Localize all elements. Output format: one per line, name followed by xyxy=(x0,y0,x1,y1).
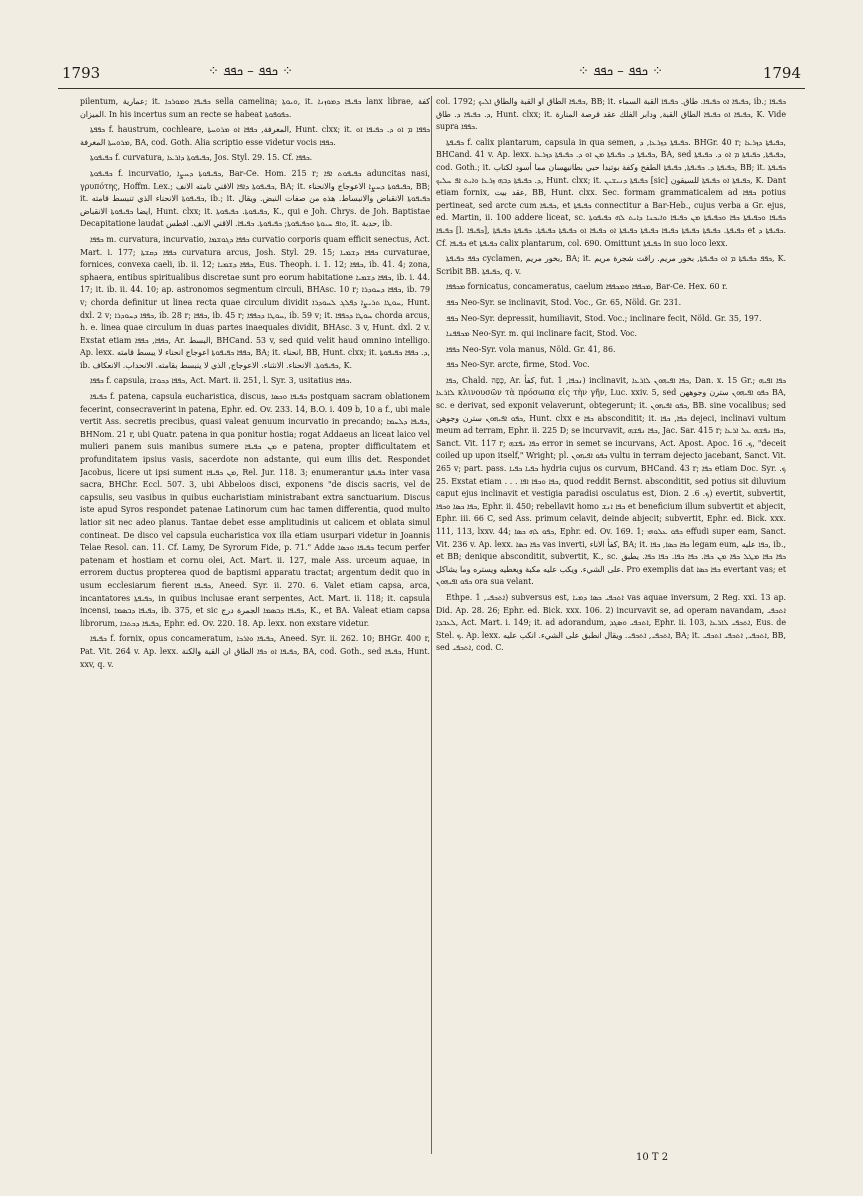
left-page-number: 1793 xyxy=(62,64,101,82)
right-page-number: 1794 xyxy=(762,64,801,82)
entry-paragraph: ܟܦܝܦܘܬܐ f. curvatura, ܟܦܝܦܘܬܐ ܕܐܪܥܐ, Jos. Styl. 29. 15. Cf. ܟܦܦܐ. xyxy=(90,153,313,163)
entry-paragraph: ܡܟܦܦܐ fornicatus, concameratus, caelum ܡܟܦܦܐ ܘܡܟܦܦܐ, Bar-Ce. Hex. 60 r. xyxy=(446,282,728,292)
entry-paragraph: ܟܦܦ Neo-Syr. arcte, firme, Stod. Voc. xyxy=(446,360,590,370)
entry-paragraph: ܟܦܦܐ Neo-Syr. vola manus, Nöld. Gr. 41, 86. xyxy=(446,344,616,354)
page-header xyxy=(58,64,805,90)
column-divider xyxy=(431,96,432,1154)
entry-paragraph: col. 1792; ܟܦܝܦܐ الطاق او القبة والطاق ܐܠܝܟ, BB; it. ܟܦܝܦܐ ܐܘ ܟܦܝܦܐ. طاق. ܟܦܝܦܐ القبة السماء, ib.; ܟܦܝܦܐ ܕ. ܟܦܝܦܐ ܕ. طاق, Hunt. clxx; it. ܟܦܝܦܐ ܐܘ ܟܦܝܦܐ الطاق القبة, ودابر الفلك عقد قرصة المنارة, K. Vide supra ܟܦܦܐ. xyxy=(436,97,786,132)
entry-paragraph: ܟܦܦ Neo-Syr. depressit, humiliavit, Stod. Voc.; inclinare fecit, Nöld. Gr. 35, 197. xyxy=(446,313,762,323)
entry-paragraph: ܟܦܝܦܐ f. fornix, opus concameratum, ܟܦܝܦܐ ܘܐܪܟܐ, Aneed. Syr. ii. 262. 10; BHGr. 400 r, Pat. Vit. 264 v. Ap. lexx. ܟܦܝܦܐ ܐܘ ܟܦܐ الطاق ان القبة والكنة, BA, cod. Goth., sed ܟܦܝܦܐ, Hunt. xxv, q. v. xyxy=(80,634,430,669)
left-column xyxy=(80,96,430,1156)
entry-paragraph: pilentum, عمارية; it. ܟܦܝܦܐ ܘܡܘܪܟܐ sella camelina; ܘܝܘܬܐ, it. ܟܦܝܦܐ ܕܡܘܙܢܐ lanx librae, كفة الميزان. In his incertus sum an recte se habeat ܟܦܘܦܘܬܐ. xyxy=(80,97,430,119)
left-running-head: ⁘ ܟܦܦ – ܟܦܦ ⁘ xyxy=(208,64,294,79)
right-running-head: ⁘ ܟܦܦ – ܟܦܦ ⁘ xyxy=(578,64,664,79)
signature-mark: 10 T 2 xyxy=(636,1152,669,1163)
entry-paragraph: ܟܦܦ Neo-Syr. se inclinavit, Stod. Voc., Gr. 65, Nöld. Gr. 231. xyxy=(446,297,682,307)
entry-paragraph: ܟܦܦܬܐ f. haustrum, cochleare, المغرفة, ܟܦܦܐ ܐܘ ܡܪܘܚܬܐ, Hunt. clxx; it. ܟܦܦܐ ܡ ܐܘ ܕ. ܟܦܝܦܐ ܐܘ ܡܪܘܚܬܐ المغرفة, BA, cod. Goth. Alia scriptio esse videtur vocis ܟܦܦܐ. xyxy=(80,125,430,147)
entry-paragraph: ܟܦܝܦܬܐ f. calix plantarum, capsula in qua semen, ܟܦܝܦܬܐ ܕܙܪܥܐ, ܕ. BHGr. 40 r; ܟܦܝܦܬܐ ܕܙܪܥܐ, BHCand. 41 v. Ap. lexx. ܟܦܝܦܬܐ ܕ. ܟܦܝܦܬܐ ܡܢ ܐܘ ܕ. ܟܦܝܦܬܐ ܕܙܪܥܐ, BA, sed ܟܦܝܦܬܐ, ܟܦܝܦܬܐ ܡ ܐܘ ܕ. ܟܦܝܦܬܐ, cod. Goth.; it. ܟܦܝܦܬܐ ܕ. ܟܦܝܦܬܐ, ܟܦܝܦܬܐ الطفح وكفة بوتبدا حبي بطانيهسان مما أسود لكتاب, BB; it. ܟܦܝܦܬܐ ܕ. ܟܦܝܦܬܐ ܕܒܗ ܙܪܥܐ ܘܐܝܬ ܐܦ ܚܠܝܟ, Hunt. clxx; it. ܟܦܝܦܬܐ ܕܢܝܫܝܢ [sic] ܟܦܝܦܬܐ ܐܘ ܟܦܝܦܬܐ للسيقون, K. Dant etiam fornix, عقد بيت, BB, Hunt. clxx. Sec. formam grammaticalem ad ܟܦܦܐ potius pertineat, sed arcte cum ܟܦܝܦܐ, et ܟܦܝܦܬܐ connectitur a Bar-Heb., cujus verba a Gr. ejus, ed. Martin, ii. 100 addere liceat, sc. ܟܦܝܦܐ ܘܟܦܝܦܬܐ ܟܦܐ ܘܟܦܝܦܬܐ ܡܢ ܟܦܝܦܐ ܘܐܝܟܢܐ ܕܐܝܬ ܠܗ ܟܦܝܦܘܬܐ ܟܦܝܦܐ [l. ܟܦܝܦܐ], ܟܦܝܦܬܐ. ܟܦܝܦܬܐ ܟܦܝܦܬܐ ܟܦܝܦܐ ܟܦܝܦܬܐ ܟܦܝܦܬܐ ܐܘ ܟܦܝܦܐ ܐܘ ܟܦܝܦܬܐ ܟܦܝܦܬܐ. ܟܦܝܦܬܐ ܟܦܝܦܬܐ et ܟܦܝܦܬܐ ܕ. Cf. ܟܦܝܦܐ et ܟܦܝܦܬܐ calix plantarum, col. 690. Omittunt ܟܦܝܦܬܐ in suo loco lexx. xyxy=(436,137,786,248)
entry-paragraph: ܟܦܝܦܐ f. patena, capsula eucharistica, discus, ܟܦܝܦܐ ܘܟܣܐ postquam sacram oblationem fecerint, consecraverint in patena, Ephr. ed. Ov. 233. 14, B.O. i. 409 b, 10 a f., ubi male vertit Ass. secretis precibus, quasi valeat genuum incurvatio in precando; ܟܦܝܦܐ ܕܠܚܡܐ, BHNom. 21 r, ubi Quatr. patena in qua ponitur hostia; rogat Addaeus an liceat laico vel mulieri panem suis manibus sumere ܡܢ ܟܦܝܦܐ e patena, propter difficultatem et profunditatem ipsius vasis, sacerdote non adstante, qui eum illis det. Respondet Jacobus, licere ut ipsi sument ܡܢ ܟܦܝܦܐ, Rel. Jur. 118. 3; enumerantur ܟܦܝܦܬܐ inter vasa sacra, BHChr. Eccl. 507. 3, ubi Abbeloos disci, exponens "de discis sacris, vel de capsulis, seu vasibus in quibus eucharistiam ministrabant extra sanctuarium. Discus iste apud Syros respondet patenae Latinorum cum hac tamen differentia, quod multo latior sit nec adeo planus. Tantae debet esse amplitudinis ut calicem et oblata simul contineat. De disco vel capsula eucharistica vox illa etiam usurpari videtur in Joannis Telae Resol. can. 11. Cf. Lamy, De Syrorum Fide, p. 71." Adde ܟܦܝܦܐ ܘܟܣܐ tecum perfer patenam et hostiam et cornu olei, Act. Mart. ii. 127, male Ass. urceum aquae, in errorem ductus propterea quod de baptismi apparatu tractat; argentum dedit quo in usum ecclesiarum fierent ܟܦܝܦܐ, Aneed. Syr. ii. 270. 6. Valet etiam capsa, arca, incantatores ܟܦܝܦܬܐ, in quibus inclusae erant serpentes, Act. Mart. ii. 118; it. capsula incensi, ܟܦܝܦܐ ܕܒܣܡܐ, ib. 375, et sic ܟܦܝܦܐ ܕܒܣܡܐ الجمرة درج, K., et BA. Valeat etiam capsa librorum, ܟܦܝܦܐ ܕܟܬܒܐ, Ephr. ed. Ov. 220. 18. Ap. lexx. non exstare videtur. xyxy=(80,392,430,628)
entry-paragraph: ܟܦܦܐ f. capsula, ܟܦܦܐ ܕܟܘܫܐ, Act. Mart. ii. 251, l. Syr. 3, usitatius ܟܦܦܐ. xyxy=(90,376,352,386)
right-column xyxy=(436,96,786,1156)
entry-paragraph: ܟܦܦܐ m. curvatura, incurvatio, ܟܦܦܐ ܕܓܘܫܡܐ curvatio corporis quam efficit senectus, Act. Mart. i. 177; ܟܦܦܐ ܕܩܫܬܐ curvatura arcus, Josh. Styl. 29. 15; ܟܦܦܐ ܕܫܡܝܐ curvaturae, fornices, convexa caeli, ib. ii. 12; ܟܦܦܐ ܕܫܡܝܐ, Eus. Theoph. i. 1. 12; ܟܦܦܐ, ib. 41. 4; zona, sphaera, entibus spiritualibus discretae sunt pro eorum habitatione ܟܦܦܐ ܕܫܡܝܐ, ib. i. 44. 17; it. ib. ii. 44. 10; ap. astronomos segmentum circuli, BHAsc. 10 r; ܟܦܦܐ ܕܚܘܕܪܐ, ib. 79 v; chorda definitur ut linea recta quae circulum dividit ܚܘܛܐ ܬܪܝܨܐ ܕܦܠܓ ܠܚܘܕܪܐ, Hunt. dxl. 2 v; ܟܦܦܐ ܕܚܘܕܪܐ, ib. 28 r; ܟܦܦܐ, ib. 45 r; ܚܘܛܐ ܕܟܦܦܐ, ib. 59 v; it. ܚܘܛܐ ܕܟܦܦܐ chorda arcus, h. e. linea quae circulum in duas partes inaequales dividit, BHAsc. 3 v, Hunt. dxl. 2 v. Exstat etiam ܟܦܦܐ, ܟܦܦܐ, Ar. البسط, BHCand. 53 v, sed quid velit haud omnino intelligo. Ap. lexx. ܟܦܦܐ ܟܦܝܦܘܬܐ اعوجاج انحناء لا يبسط قامته, BA; it. انحناء, BB, Hunt. clxx; it. ܕ. ܟܦܦܐ ܟܦܝܦܘܬܐ, ib. ܟܦܝܦܘܬܐ. الانحناء. الانثناء. الاعوجاج, الذي لا ينبسط بقامته. الانحداب. الانعكاف, K. xyxy=(80,234,430,370)
entry-paragraph: ܟܦܦ ܟܦܝܦܬܐ cyclamen, بخور مريم, BA; it. ܟܦܦ ܟܦܝܦܬܐ ܡ ܐܘ ܟܦܝܦܬܐ, بخور مريم. راقت شجرة مريم, K. Scribit BB. ܟܦܝܦܬܐ, q. v. xyxy=(436,254,786,276)
entry-paragraph: ܟܦܝܦܘܬܐ f. incurvatio, ܟܦܝܦܘܬܐ ܕܚܨܐ, Bar-Ce. Hom. 215 r; ܟܦܝܦܘܬ ܐܦܐ aduncitas nasi, γρυπότης, Hoffm. Lex.; ܟܦܝܦܘܬܐ ܕܐܦܐ الاقني تامته الانف, BA; it. ܟܦܝܦܘܬܐ ܕܚܨܐ الاعوجاج والانحناء, BB; it. ܟܦܝܦܘܬܐ الانحناء الذي تنبسط قامته, ib.; it. ܟܦܝܦܘܬܐ الانقباض والانبساط. هذه من صفات النبض. ويقال ايضا ܟܦܝܦܘܬܐ الانقباض, Hunt. clxx; it. ܟܦܝܦܘܬܐ. ܟܦܝܦܘܬܐ, K., qui e Joh. Chrys. de Joh. Baptistae Decapitatione laudat ܘܐܦ ܚܝܘܬܐ ܘܟܦܝܦܘܬܐ; ܟܦܝܦܘܬܐ. ܟܦܝܦܐ. الاقني الانف. افطس, it. حدبة, ib. xyxy=(80,168,430,229)
entry-paragraph: Ethpe. ܐܬܟܦܝ, 1) subversus est, ܐܬܟܦܝ ܟܣܐ ܕܡܝܐ vas aquae inversum, 2 Reg. xxi. 13 ap. Did. Ap. 28. 26; Ephr. ed. Bick. xxx. 106. 2) incurvavit se, ad operam navandam, ܐܬܟܦܝ ܠܥܒܕܐ, Act. Mart. i. 149; it. ad adorandum, ܐܬܟܦܝ ܘܣܓܕ, Ephr. ii. 103, ܐܬܟܦܝ ܠܐܪܥܐ, Eus. de Stel. ܟ. Ap. lexx. ܐܬܟܦܝ, ܐܬܟܦܝ. ويقال انطبق على الشيء. انكب عليه, BA; it. ܐܬܟܦܝ, ܐܬܟܦܝ ܐܬܟܦܝ, BB, sed ܐܬܟܦܝ, cod. C. xyxy=(436,592,786,653)
entry-paragraph: ܟܦܐ, Chald. כָּפָה, Ar. كفأ, fut. ܢܟܦܐ, 1) inclinavit, ܟܦܐ ܐܦܝܗܘܢ ܠܐܪܥܐ, Dan. x. 15 Gr.; ܟܦܐ ܐܦܝܗ ܠܐܪܥܐ κλινουσῶν τὰ πρόσωπα εἰς τὴν γῆν, Luc. xxiv. 5, sed ܟܦܘ ܐܦܝܗܘܢ سترن وجوههن BA, sc. e derivat, sed exponit velaverunt, obtegerunt; it. ܟܦܘ ܐܦܝܗܘܢ, BB. sine vocalibus; sed ܟܦܘ ܐܦܝܗܘܢ سترن وجوهن, Hunt. clxx e ܟܦܐ absconditit; it. ܟܦܐ, ܟܦܐ dejeci, inclinavi vultum meum ad terram, Ephr. ii. 225 D; se incurvavit, ܟܦܐ ܢܦܫܗ, Jac. Sar. 415 r; ܟܦܐ ܢܦܫܗ ܥܠ ܐܪܥܐ, Sanct. Vit. 117 r; ܟܦܐ ܢܦܫܗ error in semet se incurvans, Act. Apost. Apoc. ܟ. 16, "deceit coiled up upon itself," Wright; pl. ܟܦܘ ܐܦܝܗܘܢ vultu in terram dejecto jacebant, Sanct. Vit. 265 v; part. pass. ܟܦܝܐ ܟܦܝܐ hydria cujus os curvum, BHCand. 43 r; ܟܦܐ etiam Doc. Syr. ܟ. 25. Exstat etiam . . . ܟܦܐ ܘܟܦܐ ܐܦܐ, quod reddit Bernst. absconditit, sed potius sit diluvium caput ejus inclinavit et vestigia paradisi osculatus est, Dion. ܟ. 6. 2) evertit, subvertit, ܟܦܐ ܟܣܐ ܘܟܦܐ, Ephr. ii. 450; rebellavit homo ܟܦܐ ܐܢܫ et beneficium illum subvertit et abjecit, Ephr. iii. 66 C, sed Ass. primum celavit, deinde abjecit; subvertit, Ephr. ed. Bick. xxx. 111, 113, lxxv. 44; ܟܦܘ ܠܗ ܟܣܐ, Ephr. ed. Ov. 169. 1; ܟܦܘ ܥܠܘܗܝ effudi super eam, Sanct. Vit. 236 v. Ap. lexx. ܟܦܐ ܟܣܐ vas inverti, كفأ الاناء, BA; it. ܟܦܐ ܟܣܐ, ܟܦܐ legam eum, ܟܦܐ عليه, ib., et BB; denique absconditit, subvertit, K., sc. ܟܦܐ ܟܦܐ ܡܛܠ ܟܦܐ ܡܢ ܟܦܐ. ܟܦܐ ܟܦܐ. ܟܦܐ ܟܦܐ. يطبق على الشيء. ويكب عليه مكبة ويغطيه ويستره وما يشاكل. Pro exemplis dat ܟܦܐ ܟܣܐ evertant vas; et ܟܦܘ ܐܦܝܗܘܢ ora sua velant. xyxy=(436,375,786,587)
entry-paragraph: ܡܟܦܦܢܐ Neo-Syr. m. qui inclinare facit, Stod. Voc. xyxy=(446,329,638,339)
header-rule xyxy=(58,88,805,89)
